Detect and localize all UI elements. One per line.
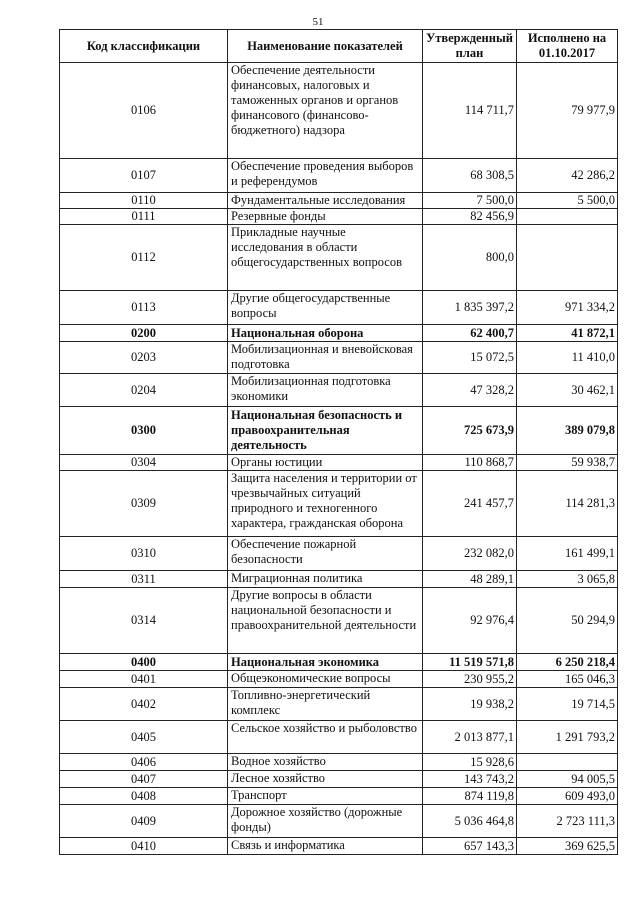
row-code: 0204 <box>60 374 228 407</box>
row-code: 0203 <box>60 342 228 374</box>
row-plan-value: 657 143,3 <box>423 838 517 855</box>
row-actual-value: 971 334,2 <box>517 291 618 325</box>
row-plan-value: 874 119,8 <box>423 788 517 805</box>
row-name: Транспорт <box>228 788 423 805</box>
table-row <box>60 654 618 671</box>
row-plan-value: 2 013 877,1 <box>423 721 517 754</box>
table-row <box>60 537 618 571</box>
row-actual-value: 41 872,1 <box>517 325 618 342</box>
header-name: Наименование показателей <box>228 30 423 63</box>
table-row <box>60 688 618 721</box>
row-code: 0112 <box>60 225 228 291</box>
row-plan-value: 1 835 397,2 <box>423 291 517 325</box>
row-actual-value: 2 723 111,3 <box>517 805 618 838</box>
row-code: 0107 <box>60 159 228 193</box>
row-actual-value: 369 625,5 <box>517 838 618 855</box>
row-code: 0300 <box>60 407 228 455</box>
row-name: Прикладные научные исследования в области общегосударственных вопросов <box>228 225 423 291</box>
header-actual: Исполнено на 01.10.2017 <box>517 30 618 63</box>
row-code: 0311 <box>60 571 228 588</box>
table-row <box>60 571 618 588</box>
row-code: 0110 <box>60 193 228 209</box>
table-row <box>60 838 618 855</box>
table-row <box>60 771 618 788</box>
row-name: Обеспечение деятельности финансовых, налоговых и таможенных органов и органов финансового (финансово-бюджетного) надзора <box>228 63 423 159</box>
row-actual-value <box>517 754 618 771</box>
row-code: 0402 <box>60 688 228 721</box>
row-actual-value: 19 714,5 <box>517 688 618 721</box>
row-actual-value <box>517 225 618 291</box>
row-name: Резервные фонды <box>228 209 423 225</box>
row-code: 0310 <box>60 537 228 571</box>
row-actual-value: 79 977,9 <box>517 63 618 159</box>
row-code: 0314 <box>60 588 228 654</box>
row-name: Национальная экономика <box>228 654 423 671</box>
table-row <box>60 588 618 654</box>
row-code: 0200 <box>60 325 228 342</box>
table-row <box>60 225 618 291</box>
row-actual-value: 42 286,2 <box>517 159 618 193</box>
row-name: Фундаментальные исследования <box>228 193 423 209</box>
row-code: 0405 <box>60 721 228 754</box>
row-code: 0408 <box>60 788 228 805</box>
row-name: Обеспечение пожарной безопасности <box>228 537 423 571</box>
row-code: 0400 <box>60 654 228 671</box>
row-name: Органы юстиции <box>228 455 423 471</box>
table-row <box>60 455 618 471</box>
table-row <box>60 63 618 159</box>
row-plan-value: 68 308,5 <box>423 159 517 193</box>
header-code: Код классификации <box>60 30 228 63</box>
row-name: Национальная безопасность и правоохранительная деятельность <box>228 407 423 455</box>
row-name: Миграционная политика <box>228 571 423 588</box>
row-actual-value <box>517 209 618 225</box>
row-actual-value: 114 281,3 <box>517 471 618 537</box>
row-code: 0106 <box>60 63 228 159</box>
row-name: Национальная оборона <box>228 325 423 342</box>
table-row <box>60 805 618 838</box>
row-name: Топливно-энергетический комплекс <box>228 688 423 721</box>
row-plan-value: 725 673,9 <box>423 407 517 455</box>
row-code: 0401 <box>60 671 228 688</box>
table-row <box>60 671 618 688</box>
row-actual-value: 11 410,0 <box>517 342 618 374</box>
row-code: 0409 <box>60 805 228 838</box>
table-row <box>60 291 618 325</box>
table-row <box>60 193 618 209</box>
budget-table <box>59 29 618 855</box>
table-row <box>60 342 618 374</box>
row-actual-value: 94 005,5 <box>517 771 618 788</box>
row-name: Мобилизационная и вневойсковая подготовка <box>228 342 423 374</box>
table-row <box>60 407 618 455</box>
row-plan-value: 11 519 571,8 <box>423 654 517 671</box>
row-name: Защита населения и территории от чрезвычайных ситуаций природного и техногенного характера, гражданская оборона <box>228 471 423 537</box>
row-name: Другие вопросы в области национальной безопасности и правоохранительной деятельности <box>228 588 423 654</box>
row-actual-value: 161 499,1 <box>517 537 618 571</box>
row-actual-value: 59 938,7 <box>517 455 618 471</box>
table-row <box>60 754 618 771</box>
row-plan-value: 47 328,2 <box>423 374 517 407</box>
row-name: Водное хозяйство <box>228 754 423 771</box>
table-row <box>60 788 618 805</box>
row-actual-value: 30 462,1 <box>517 374 618 407</box>
row-actual-value: 3 065,8 <box>517 571 618 588</box>
table-row <box>60 471 618 537</box>
row-name: Мобилизационная подготовка экономики <box>228 374 423 407</box>
row-code: 0111 <box>60 209 228 225</box>
row-code: 0113 <box>60 291 228 325</box>
row-plan-value: 232 082,0 <box>423 537 517 571</box>
row-name: Дорожное хозяйство (дорожные фонды) <box>228 805 423 838</box>
row-actual-value: 1 291 793,2 <box>517 721 618 754</box>
row-plan-value: 92 976,4 <box>423 588 517 654</box>
row-plan-value: 7 500,0 <box>423 193 517 209</box>
row-plan-value: 800,0 <box>423 225 517 291</box>
page-number: 51 <box>312 16 324 28</box>
row-name: Другие общегосударственные вопросы <box>228 291 423 325</box>
row-plan-value: 15 072,5 <box>423 342 517 374</box>
table-row <box>60 209 618 225</box>
row-plan-value: 19 938,2 <box>423 688 517 721</box>
table-body <box>60 63 618 855</box>
row-plan-value: 48 289,1 <box>423 571 517 588</box>
row-name: Сельское хозяйство и рыболовство <box>228 721 423 754</box>
table-row <box>60 159 618 193</box>
row-name: Связь и информатика <box>228 838 423 855</box>
row-name: Общеэкономические вопросы <box>228 671 423 688</box>
row-actual-value: 165 046,3 <box>517 671 618 688</box>
row-code: 0406 <box>60 754 228 771</box>
table-row <box>60 721 618 754</box>
row-plan-value: 110 868,7 <box>423 455 517 471</box>
row-actual-value: 50 294,9 <box>517 588 618 654</box>
row-code: 0407 <box>60 771 228 788</box>
row-name: Лесное хозяйство <box>228 771 423 788</box>
row-actual-value: 6 250 218,4 <box>517 654 618 671</box>
row-plan-value: 143 743,2 <box>423 771 517 788</box>
row-actual-value: 609 493,0 <box>517 788 618 805</box>
row-code: 0410 <box>60 838 228 855</box>
table-row <box>60 325 618 342</box>
row-plan-value: 241 457,7 <box>423 471 517 537</box>
row-plan-value: 62 400,7 <box>423 325 517 342</box>
row-plan-value: 5 036 464,8 <box>423 805 517 838</box>
row-code: 0304 <box>60 455 228 471</box>
table-header-row <box>60 30 618 63</box>
row-code: 0309 <box>60 471 228 537</box>
row-plan-value: 82 456,9 <box>423 209 517 225</box>
row-actual-value: 389 079,8 <box>517 407 618 455</box>
row-name: Обеспечение проведения выборов и референдумов <box>228 159 423 193</box>
row-plan-value: 15 928,6 <box>423 754 517 771</box>
row-plan-value: 230 955,2 <box>423 671 517 688</box>
table-row <box>60 374 618 407</box>
row-actual-value: 5 500,0 <box>517 193 618 209</box>
row-plan-value: 114 711,7 <box>423 63 517 159</box>
header-plan: Утвержденный план <box>423 30 517 63</box>
